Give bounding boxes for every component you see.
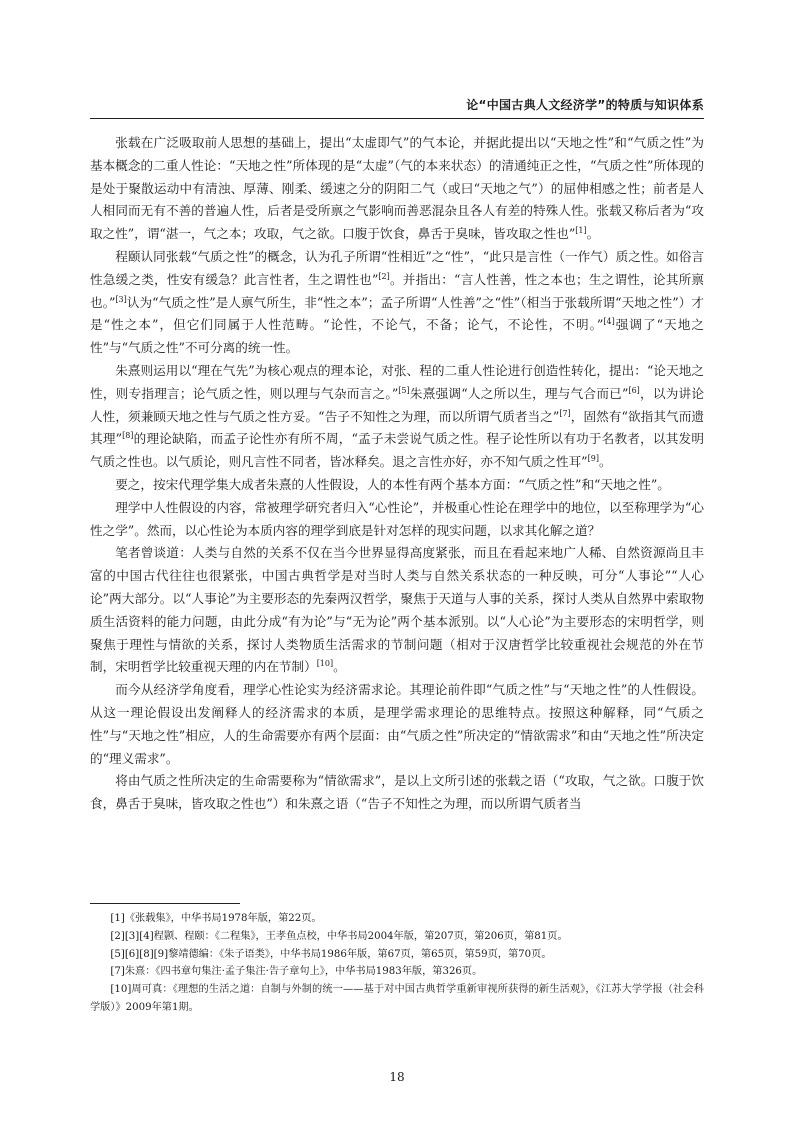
header-rule <box>90 118 704 119</box>
text-run: ，以为讲论人性，须兼顾天地之性与气质之性方妥。“告子不知性之为理，而以所谓气质者当之” <box>90 385 704 424</box>
text-run: 张载在广泛吸取前人思想的基础上，提出“太虚即气”的气本论，并据此提出以“天地之性”和“气质之性”为基本概念的二重人性论：“天地之性”所体现的是“太虚”（气的本来状态）的清通纯正之性，“气质之性”所体现的是处于聚散运动中有清浊、厚薄、刚柔、缓速之分的阴阳二气（或曰“天地之气”）的屈伸相感之性；前者是人人相同而无有不善的普遍人性，后者是受所禀之气影响而善恶混杂且各人有差的特殊人性。张载又称后者为“攻取之性”，谓“湛一，气之本；攻取，气之欲。口腹于饮食，鼻舌于臭味，皆攻取之性也” <box>90 135 704 242</box>
footnote-reference[interactable]: [7] <box>559 408 571 418</box>
footnote-rule <box>90 903 240 904</box>
footnote-reference[interactable]: [6] <box>628 385 640 395</box>
text-run: ，固然有“欲指其气而遗其理” <box>90 408 704 447</box>
text-run: 朱熹则运用以“理在气先”为核心观点的理本论，对张、程的二重人性论进行创造性转化，提出：“论天地之性，则专指理言；论气质之性，则以理与气杂而言之。” <box>90 362 704 401</box>
body-paragraph <box>90 474 704 497</box>
body-paragraph <box>90 542 704 679</box>
text-run: 理学中人性假设的内容，常被理学研究者归入“心性论”，并极重心性论在理学中的地位，以至称理学为“心性之学”。然而，以心性论为本质内容的理学到底是针对怎样的现实问题，以求其化解之道？ <box>90 499 704 538</box>
text-run: 程颐认同张载“气质之性”的概念，认为孔子所谓“性相近”之“性”，“此只是言性（一作气）质之性。如俗言性急缓之类，性安有缓急？此言性者，生之谓性也” <box>90 248 704 287</box>
text-run: 而今从经济学角度看，理学心性论实为经济需求论。其理论前件即“气质之性”与“天地之性”的人性假设。从这一理论假设出发阐释人的经济需求的本质，是理学需求理论的思维特点。按照这种解释，同“气质之性”与“天地之性”相应，人的生命需要亦有两个层面：由“气质之性”所决定的“情欲需求”和由“天地之性”所决定的“理义需求”。 <box>90 682 704 766</box>
footnote-reference[interactable]: [1] <box>575 226 587 235</box>
footnote-reference[interactable]: [8] <box>122 431 134 441</box>
text-run: 。 <box>586 226 600 242</box>
text-run: 要之，按宋代理学集大成者朱熹的人性假设，人的本性有两个基本方面：“气质之性”和“天地之性”。 <box>115 476 670 492</box>
text-run: 。 <box>598 454 612 470</box>
text-run: 的理论缺陷，而孟子论性亦有所不周，“孟子未尝说气质之性。程子论性所以有功于名教者，以其发明气质之性也。以气质论，则凡言性不同者，皆冰释矣。退之言性亦好，亦不知气质之性耳” <box>90 431 704 470</box>
body-paragraph <box>90 132 704 246</box>
footnote-reference[interactable]: [4] <box>603 317 615 327</box>
body-paragraph <box>90 679 704 770</box>
footnote-reference[interactable]: [3] <box>115 294 127 304</box>
footnote-reference[interactable]: [9] <box>587 453 599 463</box>
body-paragraph <box>90 246 704 360</box>
text-run: 。 <box>333 659 346 675</box>
footnote: [5][6][8][9]黎靖德编：《朱子语类》，中华书局1986年版，第67页，第65页，第59页，第70页。 <box>110 948 552 960</box>
body-paragraph <box>90 497 704 543</box>
text-run: 。并指出：“言人性善，性之本也；生之谓性，论其所禀也。” <box>90 271 704 310</box>
body-paragraph <box>90 770 704 816</box>
body-paragraph <box>90 360 704 474</box>
text-run: 强调了“天地之性”与“气质之性”不可分离的统一性。 <box>90 317 704 356</box>
footnote-reference[interactable]: [5] <box>398 385 410 395</box>
article-body <box>90 132 704 816</box>
footnote-reference[interactable]: [10] <box>316 659 334 669</box>
footnote-reference[interactable]: [2] <box>378 271 390 281</box>
text-run: 朱熹强调“人之所以生，理与气合而已” <box>409 385 629 401</box>
footnote: [7]朱熹：《四书章句集注·孟子集注·告子章句上》，中华书局1983年版，第326页。 <box>110 966 483 978</box>
footnote: [1]《张载集》，中华书局1978年版，第22页。 <box>110 913 322 924</box>
footnote: [10]周可真：《理想的生活之道：自制与外制的统一——基于对中国古典哲学重新审视所获得的新生活观》，《江苏大学学报（社会科学版）》2009年第1期。 <box>90 984 704 1013</box>
text-run: 将由气质之性所决定的生命需要称为“情欲需求”，是以上文所引述的张载之语（“攻取，气之欲。口腹于饮食，鼻舌于臭味，皆攻取之性也”）和朱熹之语（“告子不知性之为理，而以所谓气质者当 <box>90 773 704 812</box>
running-head-title: 论“中国古典人文经济学”的特质与知识体系 <box>466 98 704 112</box>
footnotes <box>90 910 704 1017</box>
page-number: 18 <box>389 1070 405 1084</box>
text-run: 笔者曾谈道：人类与自然的关系不仅在当今世界显得高度紧张，而且在看起来地广人稀、自然资源尚且丰富的中国古代往往也很紧张，中国古典哲学是对当时人类与自然关系状态的一种反映，可分“人事论”“人心论”两大部分。以“人事论”为主要形态的先秦两汉哲学，聚焦于天道与人事的关系，探讨人类从自然界中索取物质生活资料的能力问题，由此分成“有为论”与“无为论”两个基本派别。以“人心论”为主要形态的宋明哲学，则聚焦于理性与情欲的关系，探讨人类物质生活需求的节制问题（相对于汉唐哲学比较重视社会规范的外在节制，宋明哲学比较重视天理的内在节制） <box>90 545 704 675</box>
footnote: [2][3][4]程颢、程颐：《二程集》，王孝鱼点校，中华书局2004年版，第207页，第206页，第81页。 <box>110 930 568 942</box>
text-run: 认为“气质之性”是人禀气所生，非“性之本”；孟子所谓“人性善”之“性”（相当于张载所谓“天地之性”）才是“性之本”，但它们同属于人性范畴。“论性，不论气，不备；论气，不论性，不明。” <box>90 294 704 333</box>
